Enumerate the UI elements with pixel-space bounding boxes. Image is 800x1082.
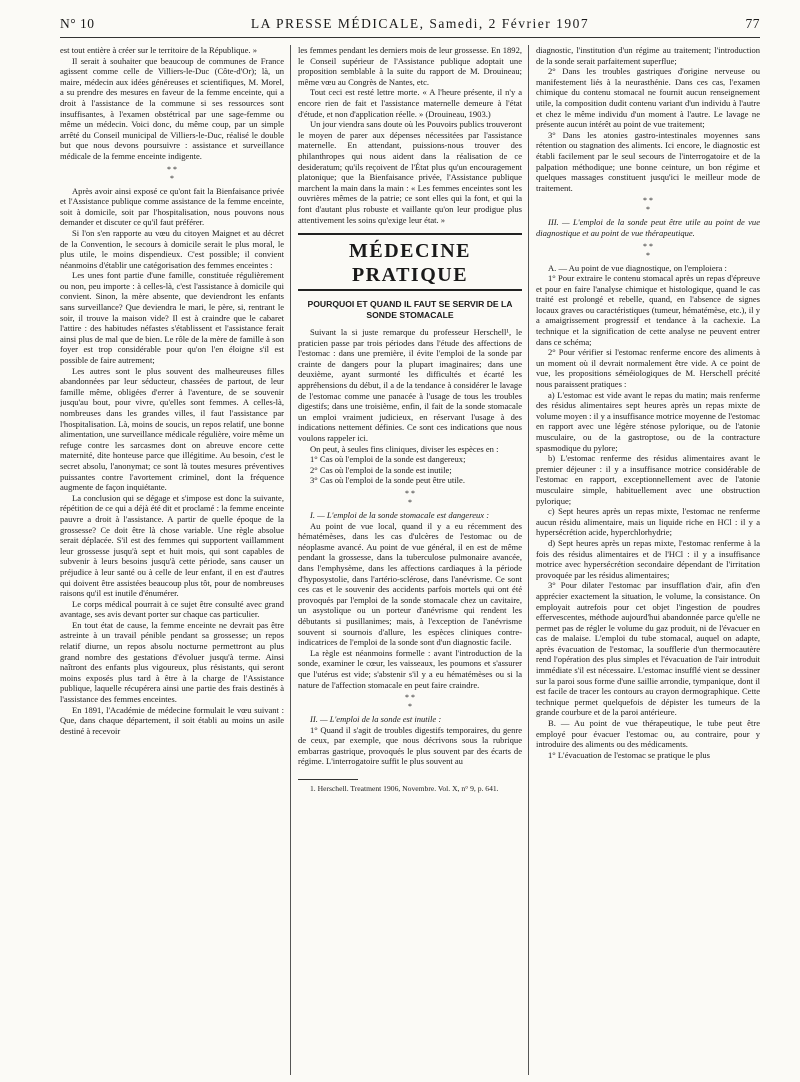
subheading-text: II. — L'emploi de la sonde est inutile : bbox=[310, 714, 442, 725]
paragraph: 3° Pour dilater l'estomac par insufflation d'air, afin d'en apprécier exactement la situation, le volume, la consistance. On employait autrefois pour cet objet l'ingestion de poudres effervescentes, méthode aujourd'hui abandonnée parce qu'elle ne permet pas de régler le volume du gaz produit, ni de l'évacuer en cas de malaise. L'emploi du tube stomacal, auquel on adapte, après évacuation de l'estomac, la soufflerie d'un thermocautère rend l'opération des plus simples et l'évacuation de l'air introduit immédiate s'il est nécessaire. L'estomac insufflé vient se dessiner sur la paroi sous forme d'une saillie arrondie, tympanique, dont il est facile de tracer les contours au crayon dermographique. Cette technique permet quelquefois de dépister les tumeurs de la grande courbure et de la paroi antérieure. bbox=[536, 580, 760, 718]
section-separator: * * * bbox=[643, 241, 653, 260]
list-item: 3° Cas où l'emploi de la sonde peut être utile. bbox=[310, 475, 465, 486]
section-separator: * * * bbox=[167, 164, 177, 183]
page-number: 77 bbox=[745, 16, 760, 31]
paragraph: c) Sept heures après un repas mixte, l'estomac ne renferme aucun résidu alimentaire, mais un liquide riche en HCl : il y a hypersécrétion acide, hyperchlorhydrie; bbox=[536, 506, 760, 538]
column-1 bbox=[60, 45, 284, 1075]
subheading bbox=[536, 217, 760, 238]
article-title: POURQUOI ET QUAND IL FAUT SE SERVIR DE LA SONDE STOMACALE bbox=[307, 299, 513, 321]
paragraph: Tout ceci est resté lettre morte. « A l'heure présente, il n'y a encore rien de fait et l'assistance maternelle demeure à l'état d'étude, et non d'application réelle. » (Drouineau, 1903.) bbox=[298, 87, 522, 119]
paragraph: 1° Quand il s'agit de troubles digestifs temporaires, du genre de ceux, par exemple, que nous décrivons sous la rubrique embarras gastrique, provoqués le plus souvent par des écarts de régime. L'interrogatoire suffit le plus souvent au bbox=[298, 724, 522, 767]
paragraph: La conclusion qui se dégage et s'impose est donc la suivante, répétition de ce qui a déjà été dit et proclamé : la femme enceinte pauvre a droit à l'assistance. A partir de quelle époque de la grossesse? Ce doit être là chose variable. Une règle absolue serait déplacée. S'il est des femmes qui supportent vaillamment leur grossesse jusqu'à sept et huit mois, qui sont capables de subvenir à leurs besoins jusqu'à cette période, sans causer un préjudice à leur santé ou à celle de leur enfant, il en est d'autres qui doivent être assistées beaucoup plus tôt, pour de nombreuses raisons qu'il est inutile d'énumérer. bbox=[60, 492, 284, 599]
paragraph: b) L'estomac renferme des résidus alimentaires avant le premier déjeuner : il y a insuffisance motrice considérable de l'estomac en rapport, exceptionnellement avec de l'atonie musculaire simple, habituellement avec une obstruction pylorique; bbox=[536, 453, 760, 506]
issue-number: N° 10 bbox=[60, 16, 95, 31]
paragraph: 2° Dans les troubles gastriques d'origine nerveuse ou manifestement liés à la neurasthénie. Dans ces cas, l'examen chimique du contenu stomacal ne fournit aucun renseignement utile, la composition dudit contenu variant d'un individu à l'autre et chez le même individu d'un moment à l'autre. Le lavage ne présente aucun intérêt au point de vue traitement; bbox=[536, 66, 760, 130]
footnote-rule bbox=[298, 779, 358, 780]
subheading bbox=[298, 714, 522, 725]
subheading-text: III. — L'emploi de la sonde peut être utile au point de vue diagnostique et au point de vue thérapeutique. bbox=[536, 217, 760, 238]
paragraph: 2° Pour vérifier si l'estomac renferme encore des aliments à un moment où il devrait normalement être vide. A ce point de vue, les propositions séméiologiques de M. Herschell précité nous paraissent pratiques : bbox=[536, 347, 760, 390]
paragraph: a) L'estomac est vide avant le repas du matin; mais renferme des résidus alimentaires sept heures après un repas mixte de volume moyen : il y a insuffisance motrice moyenne de l'estomac en rapport avec une légère sténose pylorique, ou de l'atonie musculaire, ou de la gastroptose, ou de la contracture spasmodique du pylore; bbox=[536, 389, 760, 453]
paragraph: Le corps médical pourrait à ce sujet être consulté avec grand avantage, ses avis devant porter sur chaque cas particulier. bbox=[60, 598, 284, 620]
paragraph: En tout état de cause, la femme enceinte ne devrait pas être astreinte à un travail pénible pendant sa grossesse; un repos relatif diurne, un repos absolu nocturne permettront au plus grand nombre des gestations d'évoluer jusqu'à terme. Ainsi naîtront des enfants plus vigoureux, plus résistants, qui seront moins exposés plus tard à être à la charge de l'Assistance publique, laquelle récupérera ainsi une partie des frais destinés à l'assistance des femmes enceintes. bbox=[60, 619, 284, 705]
masthead-title: LA PRESSE MÉDICALE, Samedi, 2 Février 1907 bbox=[250, 16, 590, 31]
paragraph: est tout entière à créer sur le territoire de la République. » bbox=[60, 45, 257, 55]
paragraph: diagnostic, l'institution d'un régime au traitement; l'introduction de la sonde serait parfaitement superflue; bbox=[536, 45, 760, 66]
paragraph: B. — Au point de vue thérapeutique, le tube peut être employé pour évacuer l'estomac ou, au contraire, pour y introduire des aliments ou des médicaments. bbox=[536, 718, 760, 750]
paragraph: A. — Au point de vue diagnostique, on l'emploiera : bbox=[548, 262, 727, 273]
paragraph: d) Sept heures après un repas mixte, l'estomac renferme à la fois des résidus alimentaires et de l'HCl : il y a insuffisance motrice avec hypersécrétion secondaire dépendant de l'irritation provoquée par les résidus alimentaires; bbox=[536, 537, 760, 580]
subheading-text: I. — L'emploi de la sonde stomacale est dangereux : bbox=[310, 510, 490, 520]
section-separator: * * * bbox=[405, 489, 415, 507]
column-2 bbox=[298, 45, 522, 1075]
paragraph: Au point de vue local, quand il y a eu récemment des hématémèses, dans les cas d'ulcères de l'estomac ou de néoplasme avancé. Au point de vue général, il en est de même pendant la grossesse, dans la tuberculose pulmonaire avancée, dans l'emphysème, dans les affections cardiaques à la période d'hyposystolie, dans l'artério-sclérose, dans l'anévrisme. Ce sont ces cas et le souvenir des accidents parfois mortels qui ont été provoqués par l'emploi de la sonde stomacale chez un cavitaire, un asystolique ou un porteur d'anévrisme qui rendent les débutants si pusillanimes; mais, à l'exception de l'anévrisme souvent si sournois d'allure, les espèces cliniques contre-indicatrices de l'emploi de la sonde sont d'un diagnostic facile. bbox=[298, 520, 522, 648]
paragraph: 1° L'évacuation de l'estomac se pratique le plus bbox=[548, 749, 710, 760]
paragraph: Les autres sont le plus souvent des malheureuses filles abandonnées par leur séducteur, chassées de partout, de leur famille même, obligées d'errer à l'aventure, de se souvenir jusqu'au bout, pour vivre, qu'elles sont femmes. A celles-là, nombreuses dans les grandes villes, il faut l'assistance par l'hospitalisation. Là, moins de soucis, un repos relatif, une bonne alimentation, une surveillance médicale régulière, voire même un refuge contre les sarcasmes dont on abreuve encore cette maternité, dite honteuse parce que illégitime. Au besoin, c'est le secret absolu, l'anonymat; ce sont là toutes mesures préventives puissantes contre l'avortement criminel, dont la fréquence augmente de façon inquiétante. bbox=[60, 365, 284, 493]
list-item: 1° Cas où l'emploi de la sonde est dangereux; bbox=[310, 454, 466, 465]
section-separator: * * * bbox=[643, 196, 653, 215]
paragraph: Suivant la si juste remarque du professeur Herschell¹, le praticien passe par trois périodes dans l'étude des affections de l'estomac : dans une première, il évite l'emploi de la sonde par crainte de dangers pour la plupart imaginaires; dans une deuxième, ayant surmonté les difficultés et écarté les appréhensions du début, il a de la tendance à considérer le lavage de l'estomac comme une panacée à l'usage de tous les troubles digestifs; dans une troisième, enfin, il fait de la sonde stomacale un emploi vraiment judicieux, en réservant l'usage à des indications nettement définies. Ce sont ces indications que nous voulons rappeler ici. bbox=[298, 327, 522, 444]
list-item: 2° Cas où l'emploi de la sonde est inutile; bbox=[310, 464, 452, 475]
paragraph: 3° Dans les atonies gastro-intestinales moyennes sans rétention ou stagnation des aliments. Ici encore, le diagnostic est établi facilement par le seul secours de l'interrogatoire et de la palpation méthodique; une bonne ceinture, un bon régime et quelques massages constituent jusqu'ici le meilleur mode de traitement. bbox=[536, 129, 760, 193]
paragraph: Il serait à souhaiter que beaucoup de communes de France agissent comme celle de Villiers-le-Duc (Côte-d'Or); là, un maire, médecin aux idées généreuses et scientifiques, M. Morel, a su prendre des mesures en faveur de la femme enceinte, qui a droit à l'assistance de la commune si ses ressources sont insuffisantes, à l'examen obstétrical par une sage-femme ou même un médecin. Voici donc, du même coup, par un simple arrêté du Conseil municipal de Villiers-le-Duc, réalisé le double but que nous devons poursuivre : assistance et surveillance médicale de la femme enceinte indigente. bbox=[60, 55, 284, 161]
paragraph: 1° Pour extraire le contenu stomacal après un repas d'épreuve et pour en faire l'analyse chimique et histologique, quand le cas traité est prolongé et rebelle, quand, en l'absence de signes locaux graves ou caractéristiques (tumeur, hématémèse, etc.), il y a amaigrissement progressif et tendance à la cachexie. La technique et la signification de cette analyse ne peuvent entrer dans ce schéma; bbox=[536, 273, 760, 347]
subheading bbox=[298, 510, 522, 521]
section-separator: * * * bbox=[405, 693, 415, 712]
column-rule-1 bbox=[290, 45, 291, 1075]
paragraph: Les unes font partie d'une famille, constituée régulièrement ou non, peu importe : à celles-là, c'est l'assistance à domicile qui convient. Sinon, la mère absente, que deviendront les enfants sans surveillance? Que deviendra le mari, le père, si, rentrant le soir, il trouve la maison vide? Il est à craindre que le cabaret l'attire : des habitudes néfastes s'établissent et l'assistance ferait ainsi plus de mal que de bien. Le rôle de la mère de famille à son foyer est trop considérable pour qu'on l'en éloigne s'il est possible de faire autrement; bbox=[60, 270, 284, 366]
paragraph: En 1891, l'Académie de médecine formulait le vœu suivant : Que, dans chaque département, il soit établi au moins un asile destiné à recevoir bbox=[60, 704, 284, 736]
column-rule-2 bbox=[528, 45, 529, 1075]
paragraph: Après avoir ainsi exposé ce qu'ont fait la Bienfaisance privée et l'Assistance publique comme assistance de la femme enceinte, soit à domicile, soit par l'hospitalisation, nous pouvons nous demander et discuter ce qu'il faut préférer. bbox=[60, 185, 284, 228]
column-3 bbox=[536, 45, 760, 1075]
footnote: 1. Herschell. Treatment 1906, Novembre. Vol. X, n° 9, p. 641. bbox=[310, 784, 499, 794]
paragraph: La règle est néanmoins formelle : avant l'introduction de la sonde, examiner le cœur, les vaisseaux, les poumons et s'assurer que l'utérus est vide; s'abstenir s'il y a eu hématémèses ou si la nature de l'affection stomacale en peut faire craindre. bbox=[298, 647, 522, 690]
paragraph: Si l'on s'en rapporte au vœu du citoyen Maignet et au décret de la Convention, le secours à domicile serait le plus moral, le plus utile, le moins dispendieux. C'est possible; il convient néanmoins d'établir une catégorisation des femmes enceintes : bbox=[60, 227, 284, 270]
paragraph: Un jour viendra sans doute où les Pouvoirs publics trouveront le moyen de parer aux dépenses nécessitées par l'assistance maternelle. En attendant, puissions-nous trouver des philanthropes qui nous aident dans la réalisation de ce desideratum; qu'ils reçoivent de l'État plus qu'un encouragement platonique; que la Bienfaisance privée, l'Assistance publique marchent la main dans la main : « Les femmes enceintes sont les ouvrières mêmes de la patrie; ce sont elles qui la font, et qui la font d'autant plus robuste et vaillante qu'on leur prodigue plus attentivement les soins qu'exige leur état. » bbox=[298, 119, 522, 225]
paragraph: les femmes pendant les derniers mois de leur grossesse. En 1892, le Conseil supérieur de l'Assistance publique adoptait une proposition semblable à la suite du rapport de M. Drouineau; même vœu au Congrès de Nantes, etc. bbox=[298, 45, 522, 87]
paragraph: On peut, à seules fins cliniques, diviser les espèces en : bbox=[310, 443, 499, 454]
page-header bbox=[60, 16, 760, 38]
section-heading: MÉDECINE PRATIQUE bbox=[298, 233, 522, 291]
